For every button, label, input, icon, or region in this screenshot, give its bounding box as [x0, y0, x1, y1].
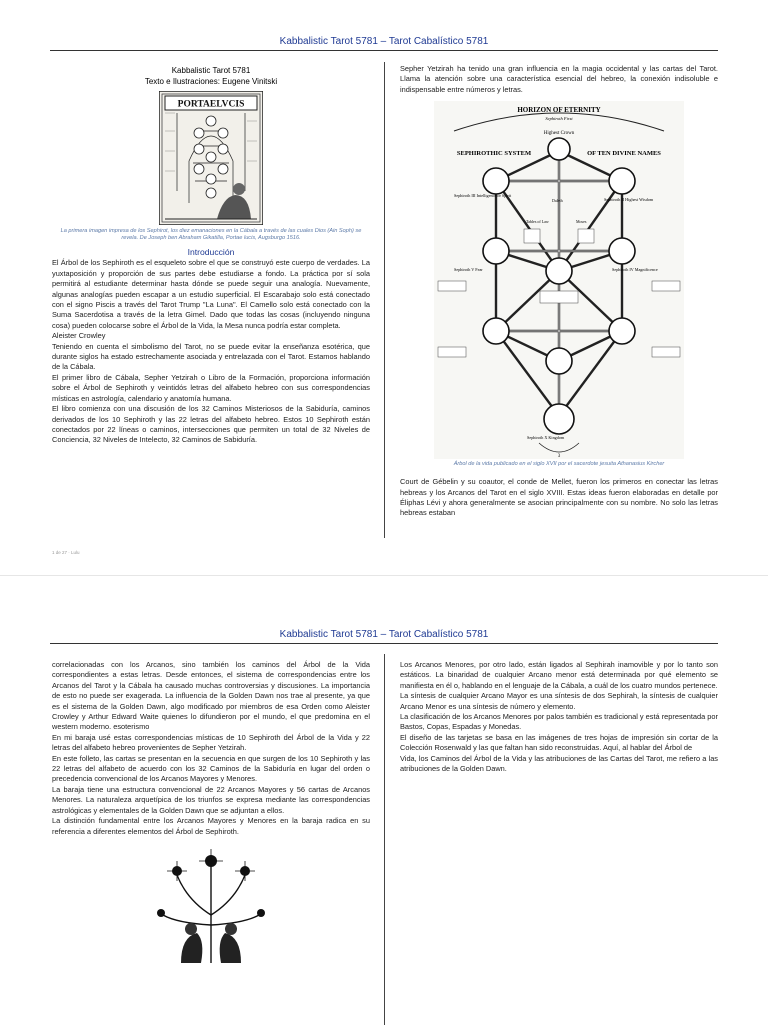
tree-moses-label: Moses — [576, 219, 587, 225]
book-subtitle: Texto e Ilustraciones: Eugene Vinitski — [144, 76, 278, 86]
tree-s3-label: Sephiroth III Intelligence or Spirit — [454, 193, 512, 199]
paragraph: Aleister Crowley — [52, 331, 106, 341]
tree-names-label: OF TEN DIVINE NAMES — [587, 150, 661, 158]
tree-s4-label: Sephiroth IV Magnificence — [612, 267, 658, 273]
document-page-2 — [0, 575, 768, 1025]
woodcut-title: PORTAELVCIS — [177, 99, 245, 110]
paragraph: En este folleto, las cartas se presentan en la secuencia en que surgen de los 10 Sephiroth y las 22 letras del alfabeto de acuerdo con los 32 Caminos de la Sabiduría en lugar del orden o precedencia convencional de los Arcanos Mayores y Menores. — [52, 753, 370, 784]
tree-system-label: SEPHIROTHIC SYSTEM — [456, 150, 532, 158]
section-heading-introduccion: Introducción — [187, 247, 235, 257]
paragraph: La distinción fundamental entre los Arcanos Mayores y Menores en la baraja radica en su referencia a diferentes elementos del Árbol de Sephiroth. — [52, 816, 370, 836]
paragraph: Vida, los Caminos del Árbol de la Vida y las atribuciones de las Cartas del Tarot, me refiero a las atribuciones de la Golden Dawn. — [400, 753, 718, 774]
paragraph: El diseño de las tarjetas se basa en las imágenes de tres hojas de impresión sin cortar de la Colección Rosenwald y las que faltan han sido reconstruidas. Aquí, al hablar del Árbol de — [400, 732, 718, 753]
paragraph: correlacionadas con los Arcanos, sino también los caminos del Árbol de la Vida correspondientes a estas letras. Desde entonces, el sistema de correspondencias entre los Arcanos del Tarot y la Cábala ha causado muchas controversias y discusiones. La importancia de esto no puede ser exagerada. La influencia de la Golden Dawn nos trae al presente, ya que es el sistema de la Golden Dawn, algo modificado por miembros de esa Orden como Aleister Crowley y Arthur Edward Waite quienes lo difundieron por el mundo, el que predomina en el western moderno. esoterismo — [52, 660, 370, 732]
tree-tables-label: Tables of Law — [526, 219, 549, 225]
left-column — [52, 66, 370, 446]
tree-sub-label: Sephiroth First — [545, 116, 573, 122]
page-header: Kabbalistic Tarot 5781 – Tarot Cabalístico 5781 — [50, 629, 718, 644]
paragraph: El Árbol de los Sephiroth es el esqueleto sobre el que se construyó este cuerpo de verdades. La yuxtaposición y proporción de sus partes debe estudiarse a fondo. La práctica por sí sola permitirá al estudiante determinar hasta dónde se puede seguir una analogía. Nuevamente, algunas analogías pueden escapar a un estudio superficial. El Escarabajo solo está conectado con el signo Piscis a través del Tarot Trump "La Luna". El Camello solo está conectado con la Suma Sacerdotisa a través de la letra Gimel. Dado que todas las cosas (incluyendo ninguna cosa) pueden colocarse sobre el Árbol de la Vida, la Mesa nunca podría estar completa. — [52, 258, 370, 330]
portae-lucis-woodcut-image — [159, 91, 263, 225]
column-divider — [384, 62, 385, 538]
image-caption: La primera imagen impresa de los Sephirot, los diez emanaciones en la Cábala a través de las cuales Dios (Ain Soph) se revela. De Joseph ben Abraham Gikatilla, Portae lucis, Augsburgo 1516. — [60, 228, 362, 241]
paragraph: Court de Gébelin y su coautor, el conde de Mellet, fueron los primeros en conectar las letras hebreas y los Arcanos del Tarot en el siglo XVIII. Estas ideas fueron elaboradas en detalle por Éliphas Lévi y ahora generalmente se asocian principalmente con su nombre. No solo las letras hebreas estaban — [400, 477, 718, 518]
tree-s2-label: Sephiroth II Highest Wisdom — [604, 197, 654, 203]
paragraph: El primer libro de Cábala, Sepher Yetzirah o Libro de la Formación, proporciona información sobre el Árbol de Sephiroth y veintidós letras del alfabeto hebreo con sus correspondencias místicas en astrología, calendario y anatomía humana. — [52, 372, 370, 403]
left-column — [52, 660, 370, 963]
paragraph: Teniendo en cuenta el simbolismo del Tarot, no se puede evitar la enseñanza esotérica, que durante siglos ha estado estrechamente asociada y entrelazada con el Tarot. Estamos hablando de la Cábala. — [52, 341, 370, 372]
tree-crown-label: Highest Crown — [543, 131, 575, 137]
paragraph: La síntesis de cualquier Arcano Mayor es una síntesis de dos Sephirah, la síntesis de cualquier Arcano Menor es una síntesis de número y elemento. — [400, 691, 718, 711]
tree-bottom-number: 3 — [557, 454, 561, 460]
tree-horizon-label: HORIZON OF ETERNITY — [517, 106, 601, 115]
tree-daleth-label: Daleth — [552, 198, 563, 204]
right-column — [400, 660, 718, 774]
page-header: Kabbalistic Tarot 5781 – Tarot Cabalístico 5781 — [50, 36, 718, 51]
paragraph: Sepher Yetzirah ha tenido una gran influencia en la magia occidental y las cartas del Tarot. Llama la atención sobre una característica esencial del hebreo, la conexión indisoluble e indispensable entre números y letras. — [400, 64, 718, 94]
tree-s5-label: Sephiroth V Fear — [454, 267, 483, 273]
tree-s10-label: Sephiroth X Kingdom — [527, 435, 565, 441]
paragraph: La baraja tiene una estructura convencional de 22 Arcanos Mayores y 56 cartas de Arcanos Menores. La naturaleza arquetípica de los triunfos se expresa mediante las correspondencias astrológicas y elementales de la Golden Dawn que se adjuntan a ellos. — [52, 784, 370, 815]
tree-caption: Árbol de la vida publicado en el siglo XVII por el sacerdote jesuita Athanasius Kircher — [453, 461, 665, 468]
page-footer: 1 de 27 · Lulu — [52, 550, 80, 555]
book-title: Kabbalistic Tarot 5781 — [171, 66, 251, 75]
sephirothic-tree-image — [434, 101, 684, 459]
column-divider — [384, 654, 385, 1025]
paragraph: La clasificación de los Arcanos Menores por palos también es tradicional y está representada por Bastos, Copas, Espadas y Monedas. — [400, 712, 718, 732]
right-column — [400, 64, 718, 519]
alchemical-tree-image — [147, 845, 275, 963]
paragraph: Los Arcanos Menores, por otro lado, están ligados al Sephirah inamovible y por lo tanto son estáticos. La binaridad de cualquier Arcano menor está determinada por qué elemento se manifiesta en él o, hablando en el lenguaje de la Cábala, a cuál de los cuatro mundos pertenece. — [400, 660, 718, 690]
paragraph: En mi baraja usé estas correspondencias místicas de 10 Sephiroth del Árbol de la Vida y 22 letras del alfabeto hebreo provenientes de Sepher Yetzirah. — [52, 732, 370, 753]
paragraph: El libro comienza con una discusión de los 32 Caminos Misteriosos de la Sabiduría, caminos derivados de los 10 Sephiroth y las 22 letras del alfabeto hebreo. Estos 10 Sephiroth están conectados por 22 líneas o caminos, intersecciones que permiten un total de 32 Niveles de Conciencia, 32 Niveles de Intelecto, 32 Caminos de Sabiduría. — [52, 404, 370, 445]
